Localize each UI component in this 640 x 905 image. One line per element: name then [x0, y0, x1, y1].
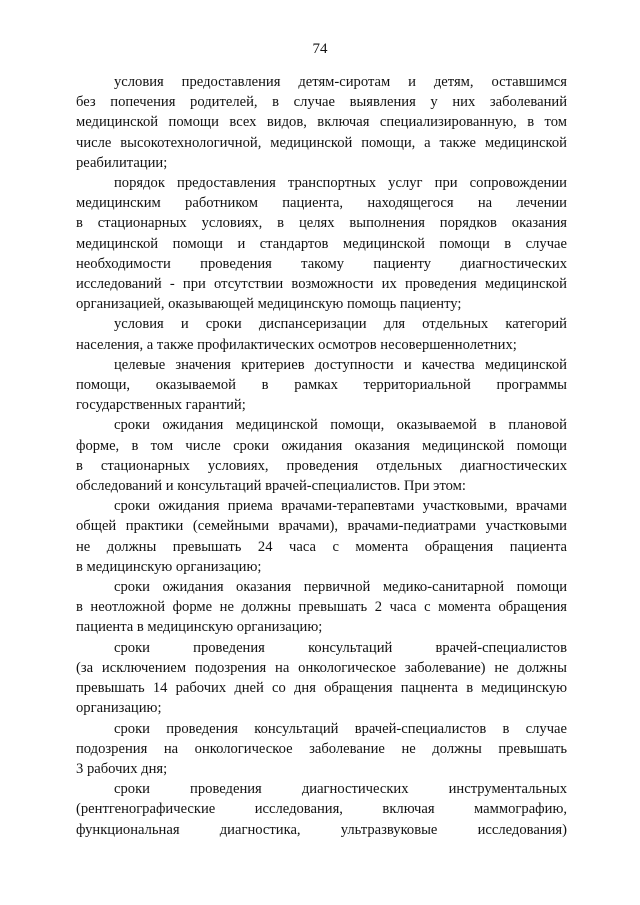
- text-line: (рентгенографические исследования, включая маммографию,: [76, 801, 567, 818]
- text-line: целевые значения критериев доступности и качества медицинской: [114, 356, 567, 373]
- text-line: числе высокотехнологичной, медицинской помощи, а также медицинской: [76, 134, 567, 151]
- page-number: 74: [312, 41, 328, 57]
- text-line: сроки проведения консультаций врачей-специалистов: [114, 639, 567, 656]
- paragraph: [76, 638, 567, 719]
- text-line: медицинской помощи и стандартов медицинской помощи в случае: [76, 235, 567, 252]
- text-line: в стационарных условиях, в целях выполнения порядков оказания: [76, 215, 567, 232]
- paragraph: [76, 496, 567, 577]
- text-line: 3 рабочих дня;: [76, 760, 168, 777]
- text-line: помощи, оказываемой в рамках территориальной программы: [76, 377, 567, 394]
- text-line: в стационарных условиях, проведения отдельных диагностических: [76, 457, 567, 474]
- text-line: порядок предоставления транспортных услуг при сопровождении: [114, 175, 567, 192]
- document-body: [76, 72, 567, 840]
- paragraph: [76, 415, 567, 496]
- text-line: сроки ожидания медицинской помощи, оказываемой в плановой: [114, 417, 567, 434]
- text-line: общей практики (семейными врачами), врачами-педиатрами участковыми: [76, 518, 567, 535]
- text-line: форме, в том числе сроки ожидания оказания медицинской помощи: [76, 437, 567, 454]
- text-line: не должны превышать 24 часа с момента обращения пациента: [76, 538, 567, 555]
- text-line: сроки ожидания оказания первичной медико-санитарной помощи: [114, 579, 567, 596]
- text-line: функциональная диагностика, ультразвуковые исследования): [76, 821, 567, 838]
- text-line: без попечения родителей, в случае выявления у них заболеваний: [76, 94, 567, 111]
- text-line: в неотложной форме не должны превышать 2 часа с момента обращения: [76, 599, 567, 616]
- text-line: (за исключением подозрения на онкологическое заболевание) не должны: [76, 659, 567, 676]
- text-line: превышать 14 рабочих дней со дня обращения пацнента в медицинскую: [76, 680, 567, 697]
- text-line: медицинской помощи всех видов, включая специализированную, в том: [76, 114, 567, 131]
- text-line: сроки проведения диагностических инструментальных: [114, 781, 567, 798]
- text-line: условия предоставления детям-сиротам и детям, оставшимся: [114, 74, 567, 90]
- paragraph: [76, 173, 567, 314]
- paragraph: [76, 72, 567, 173]
- text-line: обследований и консультаций врачей-специалистов. При этом:: [76, 478, 466, 495]
- text-line: в медицинскую организацию;: [76, 558, 262, 575]
- text-line: необходимости проведения такому пациенту диагностических: [76, 255, 567, 272]
- text-line: населения, а также профилактических осмотров несовершеннолетних;: [76, 336, 517, 353]
- text-line: организацией, оказывающей медицинскую помощь пациенту;: [76, 296, 462, 313]
- text-line: реабилитации;: [76, 154, 168, 171]
- paragraph: [76, 719, 567, 780]
- text-line: условия и сроки диспансеризации для отдельных категорий: [114, 316, 567, 333]
- text-line: исследований - при отсутствии возможности их проведения медицинской: [76, 276, 567, 293]
- paragraph: [76, 355, 567, 416]
- paragraph: [76, 314, 567, 354]
- paragraph: [76, 779, 567, 840]
- text-line: сроки ожидания приема врачами-терапевтами участковыми, врачами: [114, 498, 567, 515]
- text-line: подозрения на онкологическое заболевание не должны превышать: [76, 740, 567, 757]
- text-line: пациента в медицинскую организацию;: [76, 619, 323, 636]
- text-line: государственных гарантий;: [76, 397, 246, 414]
- text-line: медицинским работником пациента, находящегося на лечении: [76, 195, 567, 212]
- paragraph: [76, 577, 567, 638]
- text-line: организацию;: [76, 700, 162, 717]
- text-line: сроки проведения консультаций врачей-специалистов в случае: [114, 720, 567, 737]
